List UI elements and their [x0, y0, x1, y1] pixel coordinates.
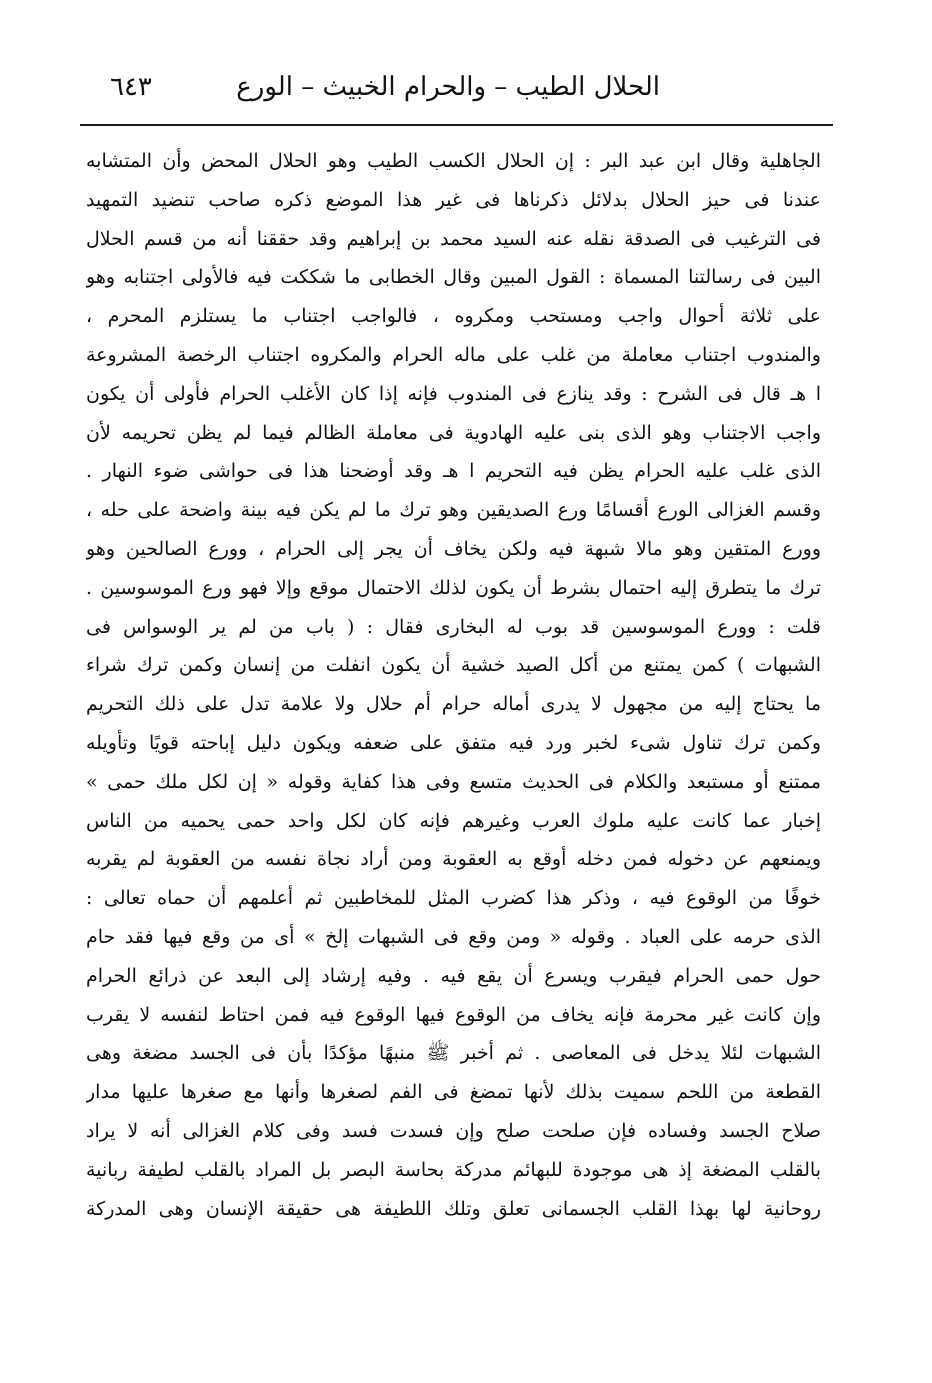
text-line: والمندوب اجتناب معاملة من غلب على ماله الحرام والمكروه اجتناب الرخصة المشروعة — [86, 343, 821, 366]
text-line: الذى غلب عليه الحرام يظن فيه التحريم ا هـ وقد أوضحنا هذا فى حواشى ضوء النهار . — [86, 460, 821, 483]
text-line: بالقلب المضغة إذ هى موجودة للبهائم مدركة بحاسة البصر بل المراد بالقلب لطيفة ربانية — [86, 1158, 821, 1181]
text-line: وقسم الغزالى الورع أقسامًا ورع الصديقين وهو ترك ما لم يكن فيه بينة واضحة على حله ، — [86, 499, 821, 522]
text-line: القطعة من اللحم سميت بذلك لأنها تمضغ فى الفم لصغرها وأنها مع صغرها عليها مدار — [86, 1081, 821, 1104]
text-line: واجب الاجتناب وهو الذى بنى عليه الهادوية فى معاملة الظالم فيما لم يظن تحريمه لأن — [86, 421, 821, 444]
text-line: وورع المتقين وهو مالا شبهة فيه ولكن يخاف أن يجر إلى الحرام ، وورع الصالحين وهو — [86, 537, 821, 560]
header-rule — [80, 124, 833, 126]
text-line: روحانية لها بهذا القلب الجسمانى تعلق وتلك اللطيفة هى حقيقة الإنسان وهى المدركة — [86, 1197, 821, 1220]
text-line: الذى حرمه على العباد . وقوله « ومن وقع فى الشبهات إلخ » أى من وقع فيها فقد حام — [86, 925, 821, 948]
running-title: الحلال الطيب – والحرام الخبيث – الورع — [236, 72, 660, 102]
text-line: الشبهات ) كمن يمتنع من أكل الصيد خشية أن يكون انفلت من إنسان وكمن ترك شراء — [86, 654, 821, 677]
text-line: عندنا فى حيز الحلال بدلائل ذكرناها فى غير هذا الموضع ذكره صاحب تنضيد التمهيد — [86, 188, 821, 211]
text-line: قلت : وورع الموسوسين قد بوب له البخارى فقال : ( باب من لم ير الوسواس فى — [86, 615, 821, 638]
text-line: حول حمى الحرام فيقرب ويسرع أن يقع فيه . وفيه إرشاد إلى البعد عن ذرائع الحرام — [86, 964, 821, 987]
text-line: ويمنعهم عن دخوله فمن دخله أوقع به العقوبة ومن أراد نجاة نفسه من العقوبة لم يقربه — [86, 848, 821, 871]
text-line: ا هـ قال فى الشرح : وقد ينازع فى المندوب فإنه إذا كان الأغلب الحرام فأولى أن يكون — [86, 382, 821, 405]
text-line: الشبهات لئلا يدخل فى المعاصى . ثم أخبر ﷺ منبهًا مؤكدًا بأن فى الجسد مضغة وهى — [86, 1042, 821, 1065]
text-line: وإن كانت غير محرمة فإنه يخاف من الوقوع فيها الوقوع فيه فمن احتاط لنفسه لا يقرب — [86, 1003, 821, 1026]
text-line: البين فى رسالتنا المسماة : القول المبين وقال الخطابى ما شككت فيه فالأولى اجتنابه وهو — [86, 266, 821, 289]
text-line: إخبار عما كانت عليه ملوك العرب وغيرهم فإنه كان لكل واحد حمى يحميه من الناس — [86, 809, 821, 832]
text-line: على ثلاثة أحوال واجب ومستحب ومكروه ، فالواجب اجتناب ما يستلزم المحرم ، — [86, 305, 821, 328]
text-line: وكمن ترك تناول شىء لخبر ورد فيه متفق على ضعفه ويكون دليل إباحته قويًا وتأويله — [86, 731, 821, 754]
text-line: ممتنع أو مستبعد والكلام فى الحديث متسع وفى هذا كفاية وقوله « إن لكل ملك حمى » — [86, 770, 821, 793]
text-line: الجاهلية وقال ابن عبد البر : إن الحلال الكسب الطيب وهو الحلال المحض وأن المتشابه — [86, 150, 821, 172]
running-header — [80, 62, 830, 112]
text-line: فى الترغيب فى الصدقة نقله عنه السيد محمد بن إبراهيم وقد حققنا أنه من قسم الحلال — [86, 227, 821, 250]
text-line: صلاح الجسد وفساده فإن صلحت صلح وإن فسدت فسد وفى كلام الغزالى أنه لا يراد — [86, 1119, 821, 1142]
body-text — [86, 142, 821, 1228]
text-line: خوفًا من الوقوع فيه ، وذكر هذا كضرب المثل للمخاطبين ثم أعلمهم أن حماه تعالى : — [86, 887, 821, 910]
text-line: ما يحتاج إليه من مجهول لا يدرى أماله حرام أم حلال ولا علامة تدل على ذلك التحريم — [86, 693, 821, 716]
page-number: ٦٤٣ — [110, 72, 152, 102]
text-line: ترك ما يتطرق إليه احتمال بشرط أن يكون لذلك الاحتمال موقع وإلا فهو ورع الموسوسين . — [86, 576, 821, 599]
